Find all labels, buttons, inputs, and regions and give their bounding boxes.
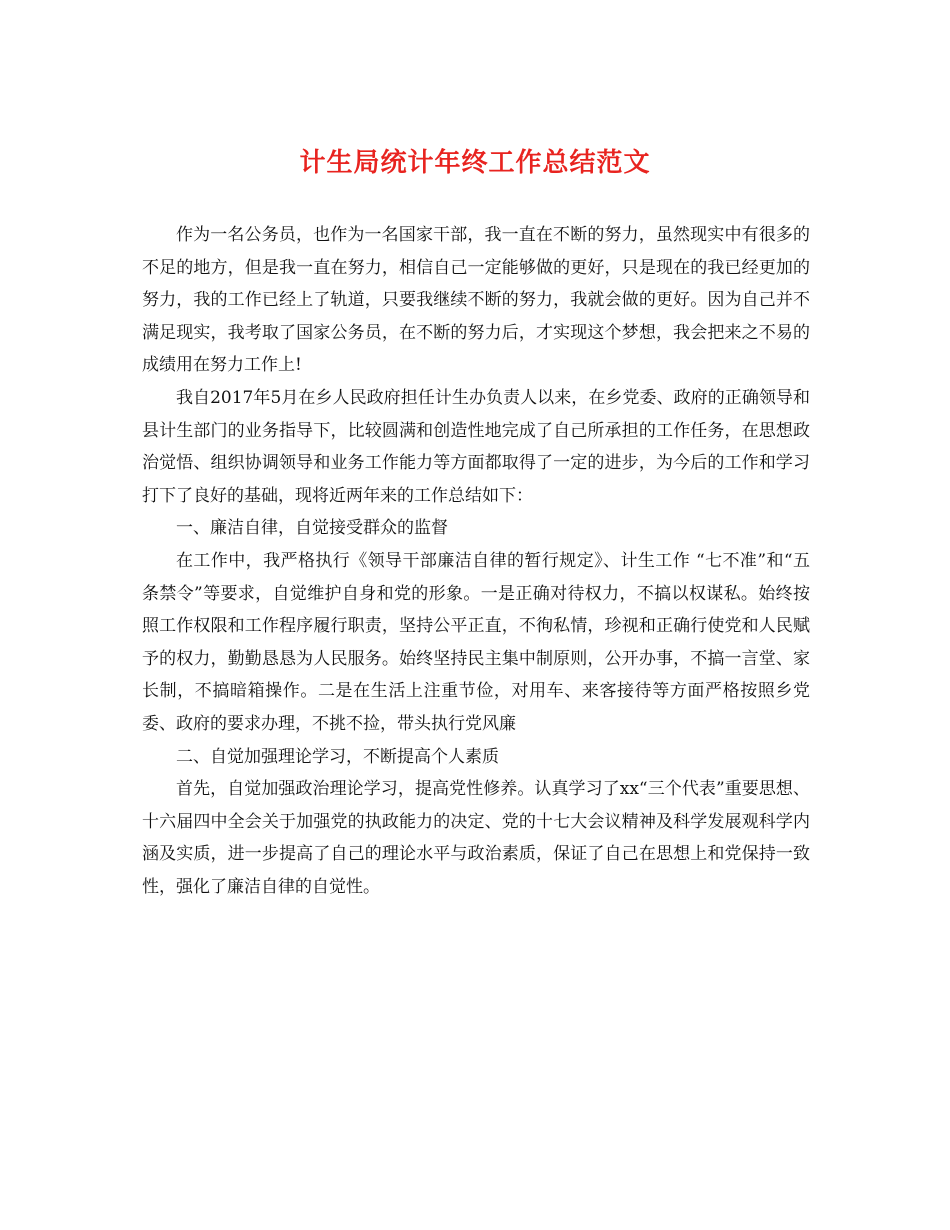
section-heading-1: 一、廉洁自律，自觉接受群众的监督 (176, 518, 448, 539)
paragraph-background: 我自2017年5月在乡人民政府担任计生办负责人以来，在乡党委、政府的正确领导和县计生部门的业务指导下，比较圆满和创造性地完成了自己所承担的工作任务，在思想政治觉悟、组织协调领导和业务工作能力等方面都取得了一定的进步，为今后的工作和学习打下了良好的基础，现将近两年来的工作总结如下： (142, 387, 810, 506)
document-body (142, 219, 810, 903)
section-heading-2: 二、自觉加强理论学习，不断提高个人素质 (176, 746, 499, 767)
document-title: 计生局统计年终工作总结范文 (299, 148, 651, 178)
paragraph-section-1: 在工作中，我严格执行《领导干部廉洁自律的暂行规定》、计生工作 “七不准”和“五条禁令”等要求，自觉维护自身和党的形象。一是正确对待权力，不搞以权谋私。始终按照工作权限和工作程序履行职责，坚持公平正直，不徇私情，珍视和正确行使党和人民赋予的权力，勤勤恳恳为人民服务。始终坚持民主集中制原则，公开办事，不搞一言堂、家长制，不搞暗箱操作。二是在生活上注重节俭，对用车、来客接待等方面严格按照乡党委、政府的要求办理，不挑不捡，带头执行党风廉 (142, 550, 810, 734)
paragraph-intro: 作为一名公务员，也作为一名国家干部，我一直在不断的努力，虽然现实中有很多的不足的地方，但是我一直在努力，相信自己一定能够做的更好，只是现在的我已经更加的努力，我的工作已经上了轨道，只要我继续不断的努力，我就会做的更好。因为自己并不满足现实，我考取了国家公务员，在不断的努力后，才实现这个梦想，我会把来之不易的成绩用在努力工作上! (142, 225, 810, 376)
paragraph-section-2: 首先，自觉加强政治理论学习，提高党性修养。认真学习了xx“三个代表”重要思想、十六届四中全会关于加强党的执政能力的决定、党的十七大会议精神及科学发展观科学内涵及实质，进一步提高了自己的理论水平与政治素质，保证了自己在思想上和党保持一致性，强化了廉洁自律的自觉性。 (142, 779, 810, 897)
